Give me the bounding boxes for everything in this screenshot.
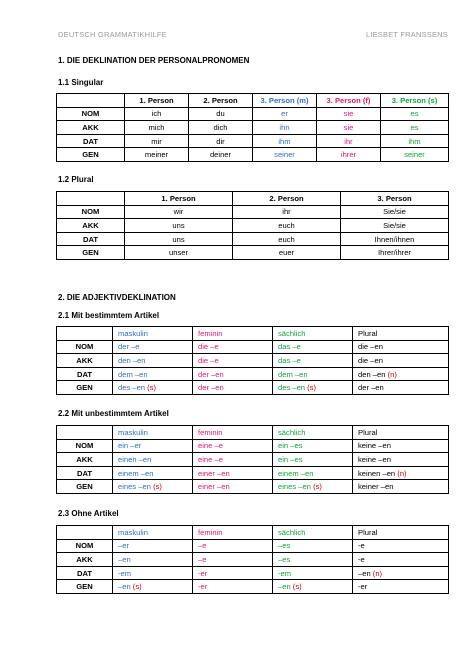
table-cell: dich <box>189 121 253 135</box>
table-cell: deiner <box>189 148 253 162</box>
table-cell: Ihnen/ihnen <box>341 232 449 246</box>
column-header: sächlich <box>273 327 353 341</box>
none-title: 2.3 Ohne Artikel <box>58 509 119 518</box>
case-label: DAT <box>57 566 113 580</box>
case-label: GEN <box>57 480 113 494</box>
ending-note: (s) <box>307 383 317 393</box>
table-cell <box>113 381 193 395</box>
table-cell: -er <box>193 566 273 580</box>
column-header: 1. Person <box>125 192 233 206</box>
column-header: 3. Person (m) <box>253 94 317 108</box>
table-cell: einer –en <box>193 480 273 494</box>
table-cell: sie <box>317 107 381 121</box>
table-cell: dem –en <box>273 367 353 381</box>
table-row <box>57 107 449 121</box>
column-header: Plural <box>353 426 449 440</box>
table-cell: die –e <box>193 340 273 354</box>
table-cell: uns <box>125 232 233 246</box>
table-row <box>57 580 449 594</box>
column-header: maskulin <box>113 426 193 440</box>
table-row <box>57 246 449 260</box>
ending-note: (s) <box>147 383 157 393</box>
table-cell: euch <box>233 219 341 233</box>
case-label: NOM <box>57 205 125 219</box>
column-header: maskulin <box>113 327 193 341</box>
plural-ending: der –en <box>358 383 384 393</box>
table-cell: ihr <box>317 134 381 148</box>
table-cell: der –en <box>193 367 273 381</box>
table-cell: mir <box>125 134 189 148</box>
table-cell <box>113 580 193 594</box>
table-row <box>57 134 449 148</box>
table-cell: -em <box>113 566 193 580</box>
table-row <box>57 219 449 233</box>
table-row <box>57 439 449 453</box>
table-cell: seiner <box>253 148 317 162</box>
indefinite-table <box>56 425 449 494</box>
table-cell <box>353 566 449 580</box>
table-row <box>57 566 449 580</box>
table-row <box>57 539 449 553</box>
table-cell: euer <box>233 246 341 260</box>
table-cell <box>353 367 449 381</box>
table-cell: –e <box>193 553 273 567</box>
table-cell: –es <box>273 539 353 553</box>
table-row <box>57 526 449 540</box>
table-cell: ihm <box>381 134 449 148</box>
table-cell: eine –e <box>193 453 273 467</box>
table-row <box>57 367 449 381</box>
case-label: DAT <box>57 466 113 480</box>
table-cell: Sie/sie <box>341 205 449 219</box>
plural-table <box>56 191 449 260</box>
table-cell: eine –e <box>193 439 273 453</box>
column-header: 2. Person <box>189 94 253 108</box>
ending-note: (s) <box>132 582 142 592</box>
plural-ending: -e <box>358 554 365 564</box>
table-cell <box>353 340 449 354</box>
table-cell: dem –en <box>113 367 193 381</box>
table-row <box>57 480 449 494</box>
table-cell: seiner <box>381 148 449 162</box>
column-header: feminin <box>193 327 273 341</box>
no-article-table <box>56 525 449 594</box>
table-cell <box>353 466 449 480</box>
table-cell: mich <box>125 121 189 135</box>
case-label: AKK <box>57 219 125 233</box>
table-row <box>57 453 449 467</box>
table-cell: der –e <box>113 340 193 354</box>
section1-title: 1. DIE DEKLINATION DER PERSONALPRONOMEN <box>58 56 250 65</box>
table-row <box>57 327 449 341</box>
column-header: feminin <box>193 426 273 440</box>
column-header: sächlich <box>273 426 353 440</box>
case-label: GEN <box>57 148 125 162</box>
case-label: NOM <box>57 539 113 553</box>
table-cell: ihm <box>253 134 317 148</box>
plural-ending: keiner –en <box>358 482 394 492</box>
ending-note: (n) <box>372 568 383 578</box>
table-cell: einem –en <box>273 466 353 480</box>
table-row <box>57 148 449 162</box>
table-row <box>57 426 449 440</box>
table-cell <box>353 453 449 467</box>
table-cell: unser <box>125 246 233 260</box>
plural-title: 1.2 Plural <box>58 175 94 184</box>
table-cell: einem –en <box>113 466 193 480</box>
table-cell: die –e <box>193 354 273 368</box>
plural-ending: die –en <box>358 355 383 365</box>
table-cell: einen –en <box>113 453 193 467</box>
table-cell <box>273 381 353 395</box>
column-header: 1. Person <box>125 94 189 108</box>
table-cell: sie <box>317 121 381 135</box>
table-cell: ich <box>125 107 189 121</box>
case-label: AKK <box>57 121 125 135</box>
case-label: AKK <box>57 553 113 567</box>
table-cell: euch <box>233 232 341 246</box>
definite-title: 2.1 Mit bestimmtem Artikel <box>58 311 160 320</box>
case-label: GEN <box>57 381 113 395</box>
column-header: 3. Person (f) <box>317 94 381 108</box>
header-right: LIESBET FRANSSENS <box>365 30 448 39</box>
table-cell: das –e <box>273 340 353 354</box>
table-cell <box>353 381 449 395</box>
table-cell <box>353 580 449 594</box>
plural-ending: den –en <box>358 369 386 379</box>
table-row <box>57 94 449 108</box>
case-label: DAT <box>57 232 125 246</box>
table-cell <box>353 480 449 494</box>
masculine-ending: –en <box>118 582 131 592</box>
table-cell: er <box>253 107 317 121</box>
table-row <box>57 553 449 567</box>
table-cell: –e <box>193 539 273 553</box>
table-cell: ihrer <box>317 148 381 162</box>
table-cell: -em <box>273 566 353 580</box>
table-cell <box>353 439 449 453</box>
table-cell: Ihrer/ihrer <box>341 246 449 260</box>
case-label: DAT <box>57 367 113 381</box>
column-header: Plural <box>353 327 449 341</box>
ending-note: (s) <box>292 582 302 592</box>
singular-table <box>56 93 449 162</box>
column-header: Plural <box>353 526 449 540</box>
table-cell: dir <box>189 134 253 148</box>
plural-ending: keine –en <box>358 454 391 464</box>
masculine-ending: des –en <box>118 383 146 393</box>
table-row <box>57 192 449 206</box>
column-header: 3. Person <box>341 192 449 206</box>
header-left: DEUTSCH GRAMMATIKHILFE <box>58 30 167 39</box>
case-label: AKK <box>57 354 113 368</box>
column-header: 3. Person (s) <box>381 94 449 108</box>
table-row <box>57 232 449 246</box>
table-cell: meiner <box>125 148 189 162</box>
table-row <box>57 466 449 480</box>
ending-note: (n) <box>397 468 407 478</box>
table-cell: das –e <box>273 354 353 368</box>
table-cell <box>353 354 449 368</box>
definite-table <box>56 326 449 395</box>
case-label: NOM <box>57 439 113 453</box>
table-cell: uns <box>125 219 233 233</box>
ending-note: (s) <box>153 482 162 492</box>
case-label: DAT <box>57 134 125 148</box>
table-row <box>57 205 449 219</box>
table-cell <box>113 480 193 494</box>
indefinite-title: 2.2 Mit unbestimmtem Artikel <box>58 409 169 418</box>
table-row <box>57 354 449 368</box>
table-cell: es <box>381 121 449 135</box>
column-header: feminin <box>193 526 273 540</box>
table-cell: ein –er <box>113 439 193 453</box>
table-cell: du <box>189 107 253 121</box>
column-header: 2. Person <box>233 192 341 206</box>
table-cell: einer –en <box>193 466 273 480</box>
table-cell: –es <box>273 553 353 567</box>
table-row <box>57 381 449 395</box>
table-row <box>57 340 449 354</box>
table-cell: es <box>381 107 449 121</box>
plural-ending: -e <box>358 541 365 551</box>
table-cell: der –en <box>193 381 273 395</box>
ending-note: (s) <box>313 482 322 492</box>
section2-title: 2. DIE ADJEKTIVDEKLINATION <box>58 293 176 302</box>
table-cell: ihr <box>233 205 341 219</box>
plural-ending: keinen –en <box>358 468 396 478</box>
plural-ending: -er <box>358 582 368 592</box>
singular-title: 1.1 Singular <box>58 78 104 87</box>
column-header: maskulin <box>113 526 193 540</box>
table-row <box>57 121 449 135</box>
table-cell: –er <box>113 539 193 553</box>
neuter-ending: eines –en <box>278 482 311 492</box>
ending-note: (n) <box>387 369 397 379</box>
table-cell: ein –es <box>273 453 353 467</box>
table-cell: ihn <box>253 121 317 135</box>
table-cell: -er <box>193 580 273 594</box>
plural-ending: die –en <box>358 342 383 352</box>
plural-ending: –en <box>358 568 371 578</box>
case-label: NOM <box>57 340 113 354</box>
table-cell: ein –es <box>273 439 353 453</box>
table-cell: –en <box>113 553 193 567</box>
case-label: NOM <box>57 107 125 121</box>
masculine-ending: eines –en <box>118 482 151 492</box>
column-header: sächlich <box>273 526 353 540</box>
table-cell <box>353 539 449 553</box>
table-cell: Sie/sie <box>341 219 449 233</box>
table-cell <box>273 580 353 594</box>
table-cell <box>273 480 353 494</box>
case-label: GEN <box>57 246 125 260</box>
neuter-ending: des –en <box>278 383 306 393</box>
case-label: AKK <box>57 453 113 467</box>
case-label: GEN <box>57 580 113 594</box>
table-cell <box>353 553 449 567</box>
table-cell: wir <box>125 205 233 219</box>
table-cell: den –en <box>113 354 193 368</box>
plural-ending: keine –en <box>358 441 391 451</box>
neuter-ending: –en <box>278 582 291 592</box>
